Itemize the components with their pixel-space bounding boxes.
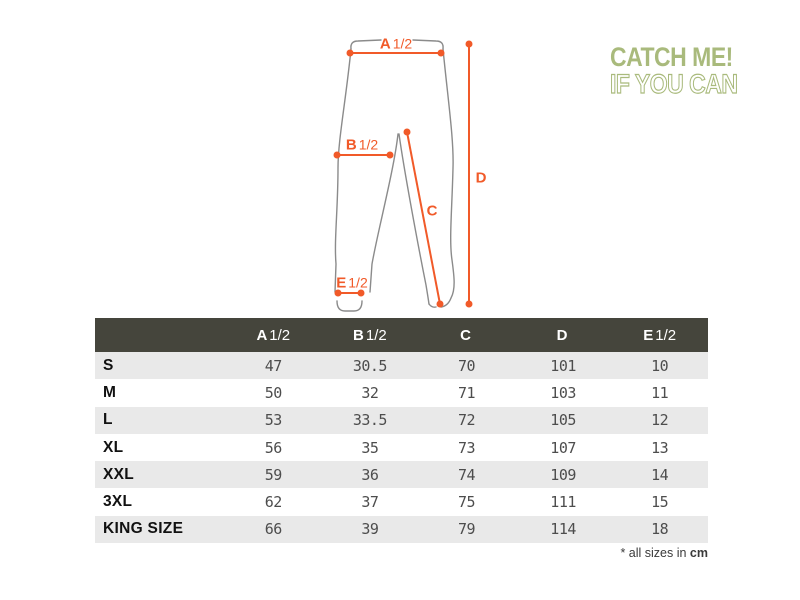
measure-fraction: 1/2 <box>392 35 413 52</box>
size-value: 75 <box>457 493 476 512</box>
size-value: 62 <box>264 493 282 512</box>
size-table <box>95 318 708 543</box>
trousers-outline <box>335 40 454 311</box>
header-cell-b <box>322 328 419 343</box>
table-row <box>95 488 708 515</box>
size-table-header <box>95 318 708 352</box>
header-fraction: 1/2 <box>365 326 387 344</box>
size-value: 56 <box>264 438 282 457</box>
size-value: 59 <box>264 465 282 484</box>
size-value: 103 <box>550 383 576 402</box>
size-value: 107 <box>550 438 576 457</box>
header-cell-a <box>225 328 322 343</box>
size-value: 71 <box>457 383 476 402</box>
brand-logo <box>610 41 738 99</box>
measure-letter: B <box>345 136 357 154</box>
size-label: KING SIZE <box>103 520 184 538</box>
size-value: 33.5 <box>352 411 387 430</box>
size-value: 36 <box>361 465 379 484</box>
size-label: M <box>103 383 117 401</box>
header-cell-c <box>418 328 515 343</box>
size-value: 37 <box>361 493 379 512</box>
size-label: 3XL <box>103 493 133 511</box>
header-letter: C <box>460 326 471 344</box>
measure-letter: E <box>336 274 347 292</box>
header-cell-d <box>515 328 612 343</box>
size-value: 74 <box>457 465 476 484</box>
table-row <box>95 407 708 434</box>
size-value: 39 <box>361 520 379 539</box>
measure-label-e <box>336 276 367 291</box>
size-value: 10 <box>651 356 669 375</box>
measure-label-d <box>476 171 489 186</box>
size-value: 72 <box>457 411 476 430</box>
size-value: 79 <box>457 520 476 539</box>
size-value: 101 <box>550 356 576 375</box>
header-cell-e <box>611 328 708 343</box>
measure-fraction: 1/2 <box>358 136 379 153</box>
header-letter: A <box>256 326 268 344</box>
trousers-diagram <box>300 28 500 320</box>
size-table-body <box>95 352 708 543</box>
measure-fraction: 1/2 <box>348 274 368 291</box>
size-value: 32 <box>361 383 379 402</box>
table-row <box>95 516 708 543</box>
size-value: 109 <box>550 465 576 484</box>
size-value: 35 <box>361 438 379 457</box>
header-fraction: 1/2 <box>655 326 677 344</box>
table-row <box>95 461 708 488</box>
brand-logo-line1: CATCH ME! <box>610 41 733 72</box>
size-value: 105 <box>550 411 576 430</box>
size-label: XL <box>103 438 124 456</box>
measure-label-c <box>427 204 440 219</box>
size-value: 66 <box>264 520 282 539</box>
size-label: S <box>103 356 114 374</box>
size-value: 14 <box>651 465 669 484</box>
measure-letter: D <box>475 169 487 187</box>
measurement-lines <box>334 41 473 308</box>
measure-label-b <box>346 138 378 153</box>
size-value: 30.5 <box>352 356 387 375</box>
size-value: 11 <box>651 383 669 402</box>
header-letter: E <box>643 326 654 344</box>
size-value: 70 <box>457 356 476 375</box>
header-letter: B <box>353 326 364 344</box>
size-value: 12 <box>651 411 669 430</box>
units-footnote <box>620 546 708 560</box>
size-label: L <box>103 411 113 429</box>
table-row <box>95 379 708 406</box>
size-value: 111 <box>550 493 576 512</box>
header-letter: D <box>556 326 568 344</box>
size-value: 114 <box>550 520 576 539</box>
measure-label-a <box>380 37 412 52</box>
size-value: 73 <box>457 438 476 457</box>
footnote-text: * all sizes in <box>620 546 690 560</box>
table-row <box>95 434 708 461</box>
size-value: 15 <box>651 493 669 512</box>
size-value: 13 <box>651 438 669 457</box>
size-value: 18 <box>651 520 669 539</box>
size-value: 50 <box>264 383 282 402</box>
size-value: 53 <box>264 411 282 430</box>
header-fraction: 1/2 <box>269 326 291 344</box>
size-label: XXL <box>103 465 135 483</box>
measure-letter: C <box>426 202 438 220</box>
measure-letter: A <box>379 35 391 53</box>
table-row <box>95 352 708 379</box>
footnote-unit: cm <box>689 546 708 560</box>
brand-logo-line2: IF YOU CAN <box>610 68 738 99</box>
size-value: 47 <box>264 356 282 375</box>
